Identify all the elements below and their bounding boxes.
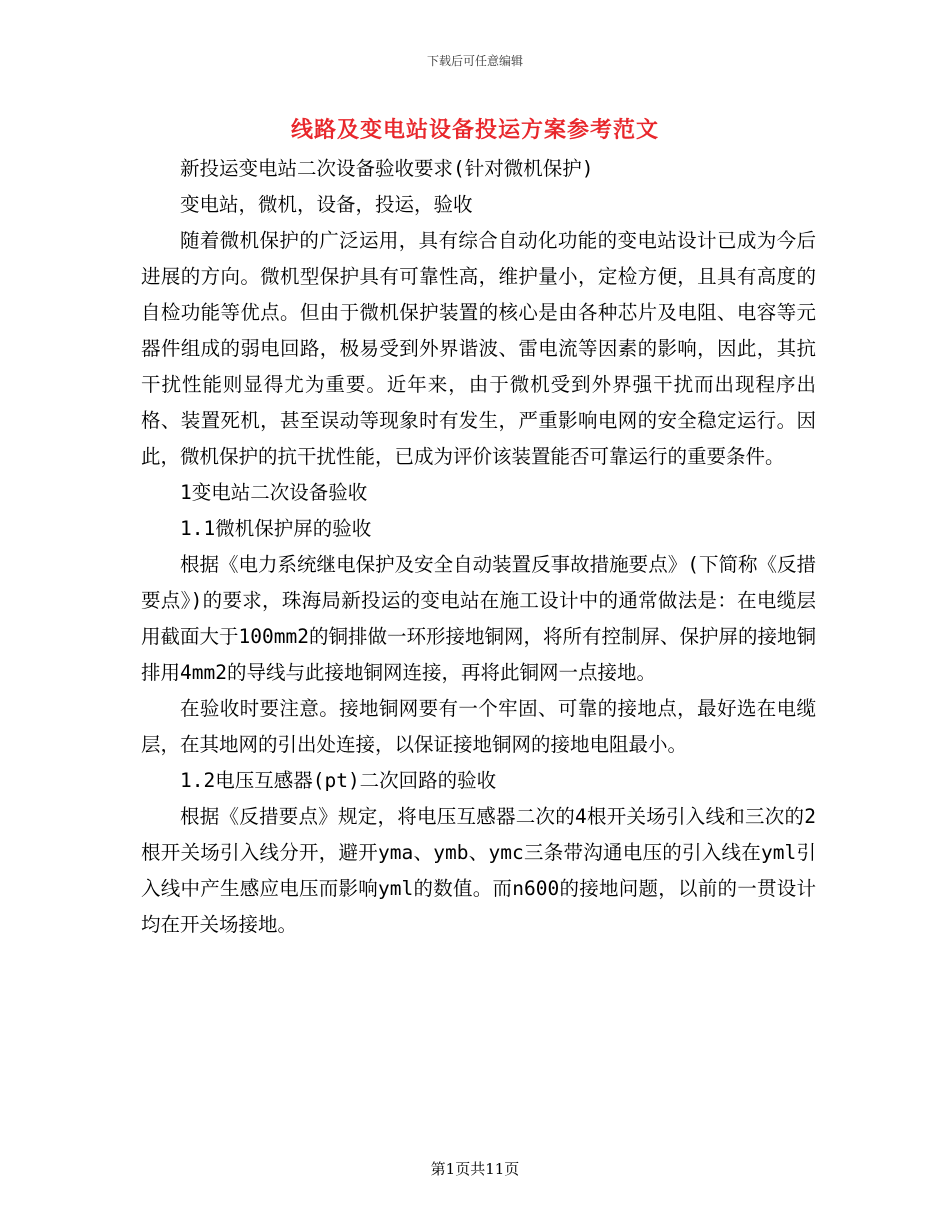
paragraph-acceptance-note: 在验收时要注意。接地铜网要有一个牢固、可靠的接地点，最好选在电缆层，在其地网的引出处连接，以保证接地铜网的接地电阻最小。 xyxy=(141,697,816,756)
section-heading-1-2: 1.2电压互感器(pt)二次回路的验收 xyxy=(180,769,497,792)
document-body xyxy=(141,151,816,943)
section-heading-1-1: 1.1微机保护屏的验收 xyxy=(180,517,372,540)
paragraph-grounding-requirements: 根据《电力系统继电保护及安全自动装置反事故措施要点》(下简称《反措要点》)的要求，珠海局新投运的变电站在施工设计中的通常做法是：在电缆层用截面大于100mm2的铜排做一环形接地铜网，将所有控制屏、保护屏的接地铜排用4mm2的导线与此接地铜网连接，再将此铜网一点接地。 xyxy=(141,553,816,684)
paragraph-pt-circuit: 根据《反措要点》规定，将电压互感器二次的4根开关场引入线和三次的2根开关场引入线分开，避开yma、ymb、ymc三条带沟通电压的引入线在yml引入线中产生感应电压而影响yml的数值。而n600的接地问题，以前的一贯设计均在开关场接地。 xyxy=(141,805,816,936)
paragraph-subtitle: 新投运变电站二次设备验收要求(针对微机保护) xyxy=(180,157,594,180)
section-heading-1: 1变电站二次设备验收 xyxy=(180,481,368,504)
paragraph-intro: 随着微机保护的广泛运用，具有综合自动化功能的变电站设计已成为今后进展的方向。微机型保护具有可靠性高，维护量小，定检方便，且具有高度的自检功能等优点。但由于微机保护装置的核心是由各种芯片及电阻、电容等元器件组成的弱电回路，极易受到外界谐波、雷电流等因素的影响，因此，其抗干扰性能则显得尤为重要。近年来，由于微机受到外界强干扰而出现程序出格、装置死机，甚至误动等现象时有发生，严重影响电网的安全稳定运行。因此，微机保护的抗干扰性能，已成为评价该装置能否可靠运行的重要条件。 xyxy=(141,229,816,468)
page-footer-number: 第1页共11页 xyxy=(430,1160,520,1178)
document-title: 线路及变电站设备投运方案参考范文 xyxy=(290,118,659,143)
page-header-note: 下载后可任意编辑 xyxy=(426,54,523,68)
paragraph-keywords: 变电站，微机，设备，投运，验收 xyxy=(180,193,473,216)
